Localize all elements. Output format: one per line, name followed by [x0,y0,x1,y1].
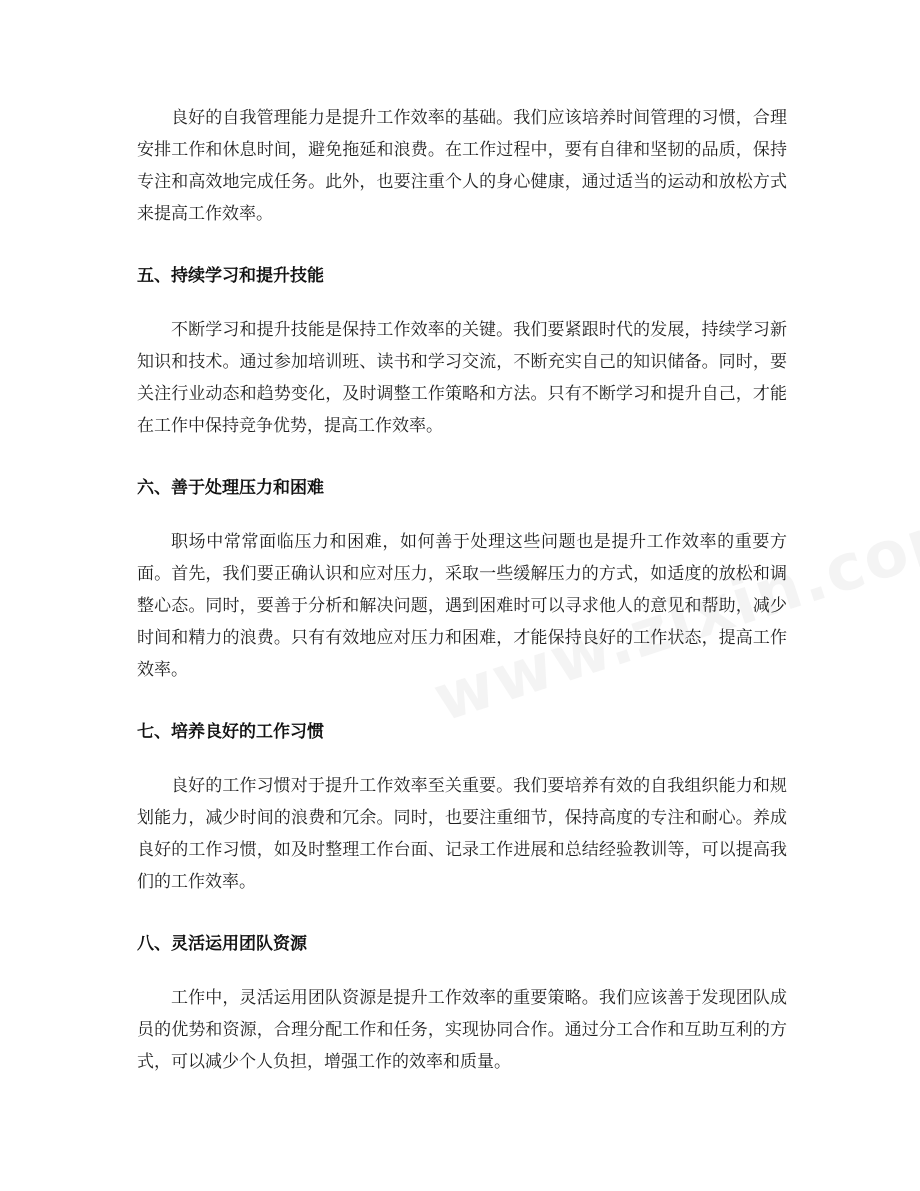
section-paragraph-6: 职场中常常面临压力和困难，如何善于处理这些问题也是提升工作效率的重要方面。首先，我们要正确认识和应对压力，采取一些缓解压力的方式，如适度的放松和调整心态。同时，要善于分析和解决问题，遇到困难时可以寻求他人的意见和帮助，减少时间和精力的浪费。只有有效地应对压力和困难，才能保持良好的工作状态，提高工作效率。 [137,532,787,680]
section-paragraph-5: 不断学习和提升技能是保持工作效率的关键。我们要紧跟时代的发展，持续学习新知识和技术。通过参加培训班、读书和学习交流，不断充实自己的知识储备。同时，要关注行业动态和趋势变化，及时调整工作策略和方法。只有不断学习和提升自己，才能在工作中保持竞争优势，提高工作效率。 [137,320,787,436]
section-heading-8: 八、灵活运用团队资源 [137,934,307,954]
document-body [137,102,787,1078]
section-heading-5: 五、持续学习和提升技能 [137,266,324,286]
section-heading-6: 六、善于处理压力和困难 [137,478,324,498]
section-paragraph-8: 工作中，灵活运用团队资源是提升工作效率的重要策略。我们应该善于发现团队成员的优势和资源，合理分配工作和任务，实现协同合作。通过分工合作和互助互利的方式，可以减少个人负担，增强工作的效率和质量。 [137,988,787,1072]
section-paragraph-7: 良好的工作习惯对于提升工作效率至关重要。我们要培养有效的自我组织能力和规划能力，减少时间的浪费和冗余。同时，也要注重细节，保持高度的专注和耐心。养成良好的工作习惯，如及时整理工作台面、记录工作进展和总结经验教训等，可以提高我们的工作效率。 [137,776,787,892]
section-heading-7: 七、培养良好的工作习惯 [137,722,324,742]
intro-paragraph: 良好的自我管理能力是提升工作效率的基础。我们应该培养时间管理的习惯，合理安排工作和休息时间，避免拖延和浪费。在工作过程中，要有自律和坚韧的品质，保持专注和高效地完成任务。此外，也要注重个人的身心健康，通过适当的运动和放松方式来提高工作效率。 [137,108,787,224]
